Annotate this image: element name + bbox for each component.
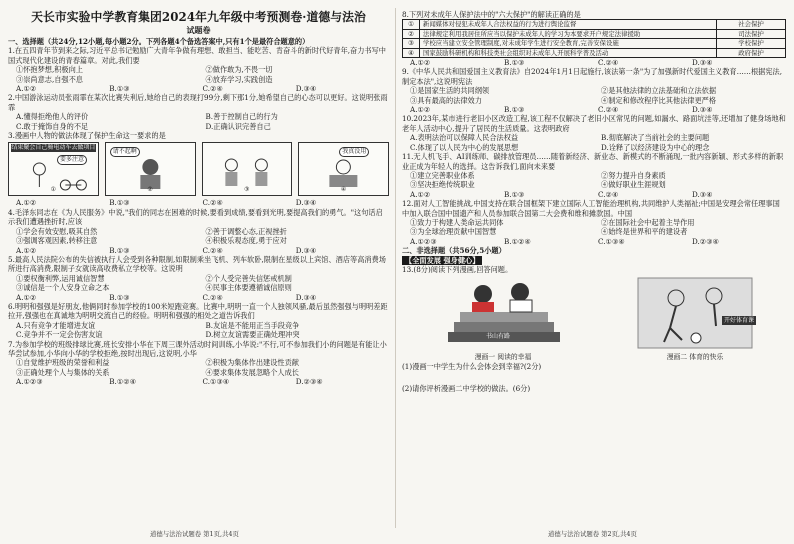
- question-3: 3.漫画中人物的做法体现了保护生命这一要求的是: [8, 131, 166, 141]
- row-category: 学校保护: [717, 39, 786, 48]
- q6-choice: C.竞争并不一定会伤害友谊: [16, 330, 103, 340]
- illustration-caption: 漫画二 体育的快乐: [666, 352, 724, 361]
- q5-statement: ②个人受完善失信惩戒机制: [205, 273, 292, 283]
- question-10: 10.2023年,某市进行老旧小区改造工程,该工程不仅解决了老旧小区常见的问题,如漏水、路面坑洼等,还增加了健身场地和老年人活动中心,提升了居民的生活质量。这表明政府: [402, 114, 786, 133]
- q9-answers: [402, 105, 786, 114]
- q7-choice: A.①②③: [16, 377, 43, 387]
- sign-label: 开好体育课: [723, 316, 754, 324]
- q12-statement: ①致力于构建人类命运共同体: [410, 217, 504, 227]
- exam-title: 天长市实验中学教育集团2024年九年级中考预测卷·道德与法治: [31, 10, 366, 24]
- row-number: ①: [403, 20, 420, 29]
- q5-statement: ④民事主体要遵循诚信原则: [205, 283, 292, 293]
- q4-choice: D.③④: [295, 245, 317, 255]
- q10-choice: B.彻底解决了当前社会的主要问题: [601, 133, 710, 143]
- q9-statement: ②是其他法律的立法基础和立法依据: [601, 86, 717, 96]
- q12-answers: [402, 237, 786, 246]
- q5-statement: ③诚信是一个人安身立命之本: [16, 283, 110, 293]
- comic-panel: [202, 142, 293, 196]
- q5-statements: [8, 274, 389, 293]
- q2-choice: D.正确认识完善自己: [205, 121, 271, 131]
- q9-choice: D.③④: [692, 105, 713, 115]
- q1-statement: ②做作敢为,不畏一切: [205, 65, 273, 75]
- row-number: ③: [403, 39, 420, 48]
- panel-number: ③: [244, 186, 250, 194]
- q9-statement: ④制定和修改程序比其他法律更严格: [601, 95, 717, 105]
- q9-statement: ③具有最高的法律效力: [410, 95, 482, 105]
- exam-subtitle: 试题卷: [186, 25, 211, 35]
- row-text: 国家鼓励科研机构和科技类社会组织对未成年人开展科学普及活动: [420, 48, 717, 57]
- q11-choice: B.①③: [504, 189, 525, 199]
- q7-statement: ③正确处理个人与集体的关系: [16, 367, 110, 377]
- q11-choice: C.②④: [598, 189, 619, 199]
- table-row: [403, 39, 786, 48]
- question-4: 4.毛泽东同志在《为人民服务》中说,"我们的同志在困难的时候,要看到成绩,要看到光明,要提高我们的勇气。"这句话启示我们遭遇挫折时,应该: [8, 207, 383, 227]
- q4-statement: ①学会有效安慰,吸其自然: [16, 226, 98, 236]
- question-9: 9.《中华人民共和国爱国主义教育法》自2024年1月1日起施行,该法第一条"为了加强新时代爱国主义教育……根据宪法,制定本法",这说明宪法: [402, 67, 782, 86]
- q13-illustrations: [402, 276, 786, 362]
- section-2-heading: 二、非选择题（共56分,5小题）: [402, 246, 506, 256]
- q1-answers: [8, 84, 389, 93]
- q9-choice: C.②④: [598, 105, 619, 115]
- q1-choice: A.①②: [16, 84, 37, 94]
- comic-panel: [298, 142, 389, 196]
- q1-statement: ①怀抱梦想,积极向上: [16, 65, 83, 75]
- q3-choice: D.③④: [295, 198, 317, 208]
- panel-number: ④: [340, 186, 347, 194]
- q7-answers: [8, 377, 389, 386]
- right-column: [402, 10, 786, 393]
- speech-bubble: 要多注意: [57, 155, 87, 165]
- q1-choice: D.③④: [295, 84, 317, 94]
- q4-statement: ④积极乐观态度,勇于应对: [205, 236, 287, 246]
- table-row: [403, 29, 786, 38]
- theme-tag: 【全面发展 强身健心】: [402, 256, 482, 265]
- comic-panel: [8, 142, 99, 196]
- q1-choice: B.①③: [109, 84, 130, 94]
- row-category: 政府保护: [717, 48, 786, 57]
- q10-answers: [402, 133, 786, 152]
- row-category: 司法保护: [717, 29, 786, 38]
- question-13-1: (1)漫画一中学生为什么会体会到幸福?(2分): [402, 362, 542, 372]
- q11-statement: ②努力提升自身素质: [601, 170, 666, 180]
- question-13-2: (2)请你评析漫画二中学校的做法。(6分): [402, 383, 531, 393]
- question-6: 6.明明和强强是好朋友,他俩同时参加学校的100米短跑竞赛。比赛中,明明一直一个人独领风骚,最后虽然强强与明明差距拉开,强强也在真诚地为明明交流自己的经验。明明和强强的相处之道告诉我们: [8, 301, 388, 321]
- q10-choice: C.体现了以人民为中心的发展思想: [410, 142, 519, 152]
- speech-bubble: 我真没用: [339, 147, 369, 157]
- q1-statements: [8, 65, 389, 84]
- q3-choice: A.①②: [16, 198, 37, 208]
- comic-caption: 结束聚会自己骑电动车去做项目: [11, 144, 96, 152]
- question-2: 2.中国游泳运动员张雨霏在某次比赛失利后,她给自己的表现打99分,剩下那1分,她希望自己的心态可以更好。这说明张雨霏: [8, 93, 388, 112]
- question-11: 11.无人机飞手、AI训练师、碳排放管理员……随着新经济、新业态、新模式的不断涌现,一批内容新颖、形式多样的新职业正成为年轻人的选择。这告诉我们,面向未来要: [402, 152, 784, 171]
- q7-statements: [8, 358, 389, 377]
- q3-comic-strip: [8, 142, 389, 196]
- q11-statements: [402, 171, 786, 190]
- book-label: 书山有路: [486, 332, 511, 340]
- q2-choice: B.善于控制自己的行为: [205, 112, 278, 122]
- q2-answers: [8, 112, 389, 131]
- q11-choice: D.③④: [692, 189, 713, 199]
- q6-choice: B.友谊是不能用正当手段竞争: [205, 320, 300, 330]
- left-column: [8, 10, 389, 387]
- q5-choice: D.③④: [295, 292, 317, 302]
- q11-statement: ④做好职业生涯规划: [601, 180, 666, 190]
- table-row: [403, 48, 786, 57]
- q12-choice: A.①②③: [410, 236, 437, 246]
- table-row: [403, 20, 786, 29]
- row-number: ②: [403, 29, 420, 38]
- q12-statement: ②在国际社会中起着主导作用: [601, 217, 695, 227]
- question-1: 1.在五四青年节到来之际,习近平总书记勉励广大青年争做有理想、敢担当、能吃苦、肯奋斗的新时代好青年,奋力书写中国式现代化建设的青春篇章。对此,我们要: [8, 46, 386, 65]
- q8-choice: C.②④: [598, 58, 619, 68]
- q7-statement: ②积极为集体作出建设性贡献: [205, 358, 299, 368]
- q4-choice: B.①③: [109, 245, 130, 255]
- q8-answers: [402, 58, 786, 67]
- q8-table: [402, 19, 786, 58]
- column-divider: [395, 8, 396, 528]
- q7-choice: D.②③④: [295, 377, 323, 387]
- q9-choice: A.①②: [410, 105, 431, 115]
- q9-statement: ①是国家生活的共同纲领: [410, 86, 490, 96]
- row-text: 法律规定利用我居住所应当以保护未成年人的学习为本要求开户规定法律援助: [420, 29, 717, 38]
- q12-choice: B.①②④: [504, 236, 531, 246]
- q12-choice: D.②③④: [692, 236, 720, 246]
- row-number: ④: [403, 48, 420, 57]
- question-8: 8.下列对未成年人保护法中的"六大保护"的解读正确的是: [402, 10, 581, 19]
- question-5: 5.最高人民法院公布的失信被执行人会受到各种限制,如限制乘坐飞机、列车软卧,限制在星级以上宾馆、酒店等高消费场所进行高消费,限制子女就读高收费私立学校等。这说明: [8, 254, 386, 274]
- panel-number: ①: [50, 186, 57, 194]
- question-7: 7.为参加学校的班级排球比赛,班长安排小华在下周三课外活动时间训练,小华说:"不行,可不参加我们小的问题是有能让小华尝试参加,小华向小华的学校拒绝,按时出现后,这说明,小华: [8, 339, 387, 358]
- panel-number: ②: [147, 186, 153, 194]
- q7-statement: ④要求集体发展忽略个人成长: [205, 367, 299, 377]
- page-footer-left: 道德与法治试题卷 第1页,共4页: [150, 530, 239, 538]
- answer-space: [402, 372, 786, 384]
- q8-choice: D.③④: [692, 58, 713, 68]
- q5-answers: [8, 293, 389, 302]
- q8-choice: A.①②: [410, 58, 431, 68]
- question-13: 13.(8分)阅读下列漫画,回答问题。: [402, 264, 513, 274]
- q7-statement: ①自觉维护班级的荣誉和利益: [16, 358, 110, 368]
- q4-statement: ②善于调整心态,正视挫折: [205, 226, 287, 236]
- q7-choice: C.①③④: [202, 377, 230, 387]
- q4-choice: A.①②: [16, 245, 37, 255]
- comic-panel: [105, 142, 196, 196]
- q6-answers: [8, 321, 389, 340]
- q9-statements: [402, 86, 786, 105]
- q8-choice: B.①③: [504, 58, 525, 68]
- q7-choice: B.①②④: [109, 377, 137, 387]
- q3-choice: B.①③: [109, 198, 130, 208]
- illustration-reading: [428, 276, 578, 363]
- q11-statement: ①建立完善职业体系: [410, 170, 475, 180]
- row-category: 社会保护: [717, 20, 786, 29]
- q1-statement: ③崇尚意志,自强不息: [16, 74, 83, 84]
- q12-statements: [402, 218, 786, 237]
- row-text: 学校应当建立安全管理制度,对未成年学生进行安全教育,完善安保设施: [420, 39, 717, 48]
- speech-bubble: 请不起啊: [110, 147, 140, 157]
- section-1-heading: 一、选择题（共24分,12小题,每小题2分。下列各题4个备选答案中,只有1个是最符合题意的）: [8, 37, 310, 46]
- sports-illustration: [630, 276, 760, 350]
- page-footer-right: 道德与法治试题卷 第2页,共4页: [548, 530, 637, 538]
- q11-answers: [402, 190, 786, 199]
- q1-statement: ④放弃学习,实践创造: [205, 74, 273, 84]
- q4-statement: ③强调客观因素,转移注意: [16, 236, 98, 246]
- q11-choice: A.①②: [410, 189, 431, 199]
- question-12: 12.面对人工智能挑战,中国支持在联合国框架下建立国际人工智能治理机构,共同维护人类福祉;中国是安理会常任理事国中加入联合国中国遗产和人员参加联合国第二大会费和维和摊款国。中国: [402, 199, 780, 218]
- q4-statements: [8, 227, 389, 246]
- q2-choice: C.敢于掩饰自身的不足: [16, 121, 89, 131]
- q12-statement: ③为全球治理贡献中国智慧: [410, 227, 497, 237]
- q12-statement: ④始终是世界和平的建设者: [601, 227, 688, 237]
- q5-choice: A.①②: [16, 292, 37, 302]
- q9-choice: B.①③: [504, 105, 525, 115]
- q4-choice: C.②④: [202, 245, 223, 255]
- q1-choice: C.②④: [202, 84, 223, 94]
- row-text: 新闻媒体对侵犯未成年人合法权益的行为进行舆论监督: [420, 20, 717, 29]
- q10-choice: D.诠释了以经济建设为中心的理念: [601, 142, 710, 152]
- q6-choice: A.只有竞争才能增进友谊: [16, 320, 96, 330]
- q3-choice: C.②④: [202, 198, 223, 208]
- q5-choice: C.②④: [202, 292, 223, 302]
- q5-statement: ①要权衡利弊,运用诚信智慧: [16, 273, 105, 283]
- q4-answers: [8, 246, 389, 255]
- illustration-caption: 漫画一 阅读的幸福: [474, 352, 532, 361]
- q10-choice: A.表明法治可以保障人民合法权益: [410, 133, 519, 143]
- q3-answers: [8, 198, 389, 207]
- q5-choice: B.①③: [109, 292, 130, 302]
- q11-statement: ③坚决拒绝传统职业: [410, 180, 475, 190]
- q6-choice: D.树立友谊需要正确处理冲突: [205, 330, 300, 340]
- q12-choice: C.①③④: [598, 236, 625, 246]
- illustration-sports: [630, 276, 760, 363]
- q2-choice: A.懂得拒绝他人的评价: [16, 112, 89, 122]
